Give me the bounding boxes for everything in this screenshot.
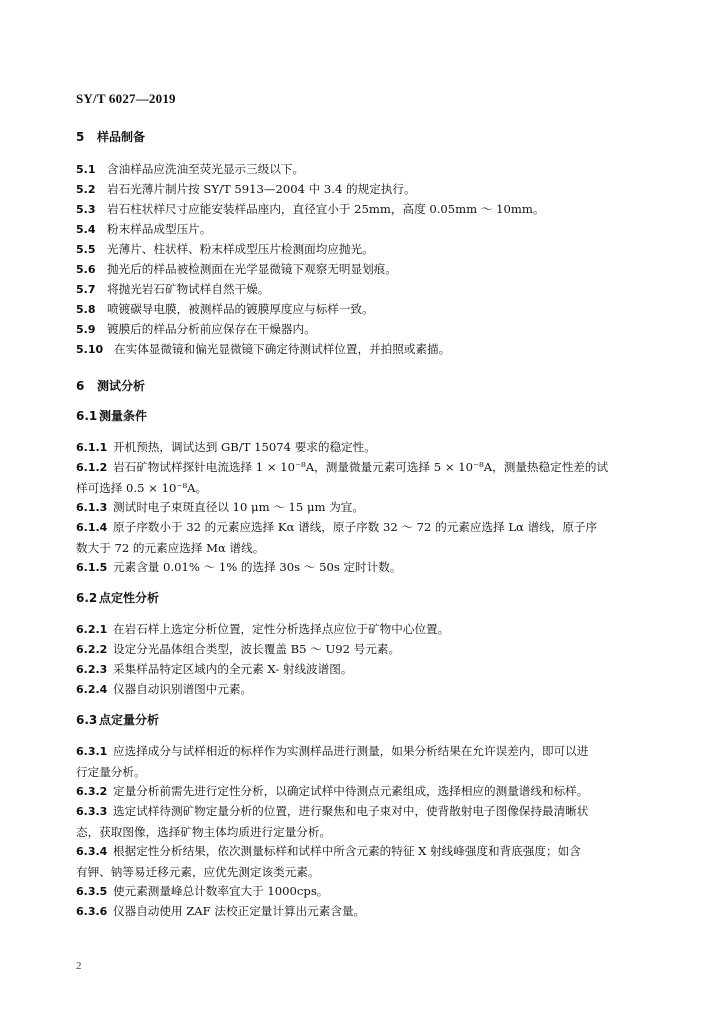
clause-5-6: 5.6 抛光后的样品被检测面在光学显微镜下观察无明显划痕。 — [76, 262, 397, 276]
subsection-6-1-heading: 6.1 测量条件 — [76, 409, 148, 423]
section-number: 5 — [76, 130, 85, 144]
clause-6-1-3: 6.1.3 测试时电子束斑直径以 10 μm ～ 15 μm 为宜。 — [76, 500, 364, 514]
clause-5-4: 5.4 粉末样品成型压片。 — [76, 222, 212, 236]
clause-5-2: 5.2 岩石光薄片制片按 SY/T 5913—2004 中 3.4 的规定执行。 — [76, 182, 416, 196]
clause-6-3-6: 6.3.6 仪器自动使用 ZAF 法校正定量计算出元素含量。 — [76, 904, 366, 918]
clause-5-8: 5.8 喷镀碳导电膜，被测样品的镀膜厚度应与标样一致。 — [76, 302, 374, 316]
clause-6-1-2: 6.1.2 岩石矿物试样探针电流选择 1 × 10⁻⁸A，测量微量元素可选择 5 × 10⁻⁸A，测量热稳定性差的试 样可选择 0.5 × 10⁻⁸A。 — [76, 460, 609, 495]
section-title: 测试分析 — [97, 379, 146, 393]
clause-6-3-1: 6.3.1 应选择成分与试样相近的标样作为实测样品进行测量，如果分析结果在允许误差内，即可以进 行定量分析。 — [76, 744, 589, 779]
section-title: 样品制备 — [97, 130, 146, 144]
clause-6-1-1: 6.1.1 开机预热，调试达到 GB/T 15074 要求的稳定性。 — [76, 440, 376, 454]
clause-6-1-4: 6.1.4 原子序数小于 32 的元素应选择 Kα 谱线，原子序数 32 ～ 72 的元素应选择 Lα 谱线，原子序 数大于 72 的元素应选择 Mα 谱线。 — [76, 520, 598, 555]
section-6-heading — [76, 377, 145, 394]
clause-6-2-4: 6.2.4 仪器自动识别谱图中元素。 — [76, 682, 253, 696]
clause-6-3-5: 6.3.5 使元素测量峰总计数率宜大于 1000cps。 — [76, 884, 329, 898]
clause-5-3: 5.3 岩石柱状样尺寸应能安装样品座内，直径宜小于 25mm，高度 0.05mm ～ 10mm。 — [76, 202, 545, 216]
clause-6-3-2: 6.3.2 定量分析前需先进行定性分析，以确定试样中待测点元素组成，选择相应的测量谱线和标样。 — [76, 784, 589, 798]
clause-5-5: 5.5 光薄片、柱状样、粉末样成型压片检测面均应抛光。 — [76, 242, 374, 256]
subsection-6-2-heading: 6.2 点定性分析 — [76, 591, 160, 605]
clause-6-2-3: 6.2.3 采集样品特定区域内的全元素 X- 射线波谱图。 — [76, 662, 353, 676]
standard-number: SY/T 6027—2019 — [76, 91, 176, 106]
section-5-heading — [76, 128, 145, 145]
clause-5-9: 5.9 镀膜后的样品分析前应保存在干燥器内。 — [76, 322, 316, 336]
section-number: 6 — [76, 379, 85, 393]
clause-5-10: 5.10 在实体显微镜和偏光显微镜下确定待测试样位置，并拍照或素描。 — [76, 342, 451, 356]
clause-5-1: 5.1 含油样品应洗油至荧光显示三级以下。 — [76, 162, 305, 176]
clause-6-1-5: 6.1.5 元素含量 0.01% ～ 1% 的选择 30s ～ 50s 定时计数。 — [76, 560, 402, 574]
clause-6-2-2: 6.2.2 设定分光晶体组合类型，波长覆盖 B5 ～ U92 号元素。 — [76, 642, 401, 656]
subsection-6-3-heading: 6.3 点定量分析 — [76, 713, 160, 727]
page-number: 2 — [76, 960, 82, 972]
clause-6-2-1: 6.2.1 在岩石样上选定分析位置，定性分析选择点应位于矿物中心位置。 — [76, 622, 450, 636]
clause-5-7: 5.7 将抛光岩石矿物试样自然干燥。 — [76, 282, 270, 296]
clause-6-3-3: 6.3.3 选定试样待测矿物定量分析的位置，进行聚焦和电子束对中，使背散射电子图像保持最清晰状 态，获取图像，选择矿物主体均质进行定量分析。 — [76, 804, 589, 839]
clause-6-3-4: 6.3.4 根据定性分析结果，依次测量标样和试样中所含元素的特征 X 射线峰强度和背底强度；如含 有钾、钠等易迁移元素，应优先测定该类元素。 — [76, 844, 581, 879]
